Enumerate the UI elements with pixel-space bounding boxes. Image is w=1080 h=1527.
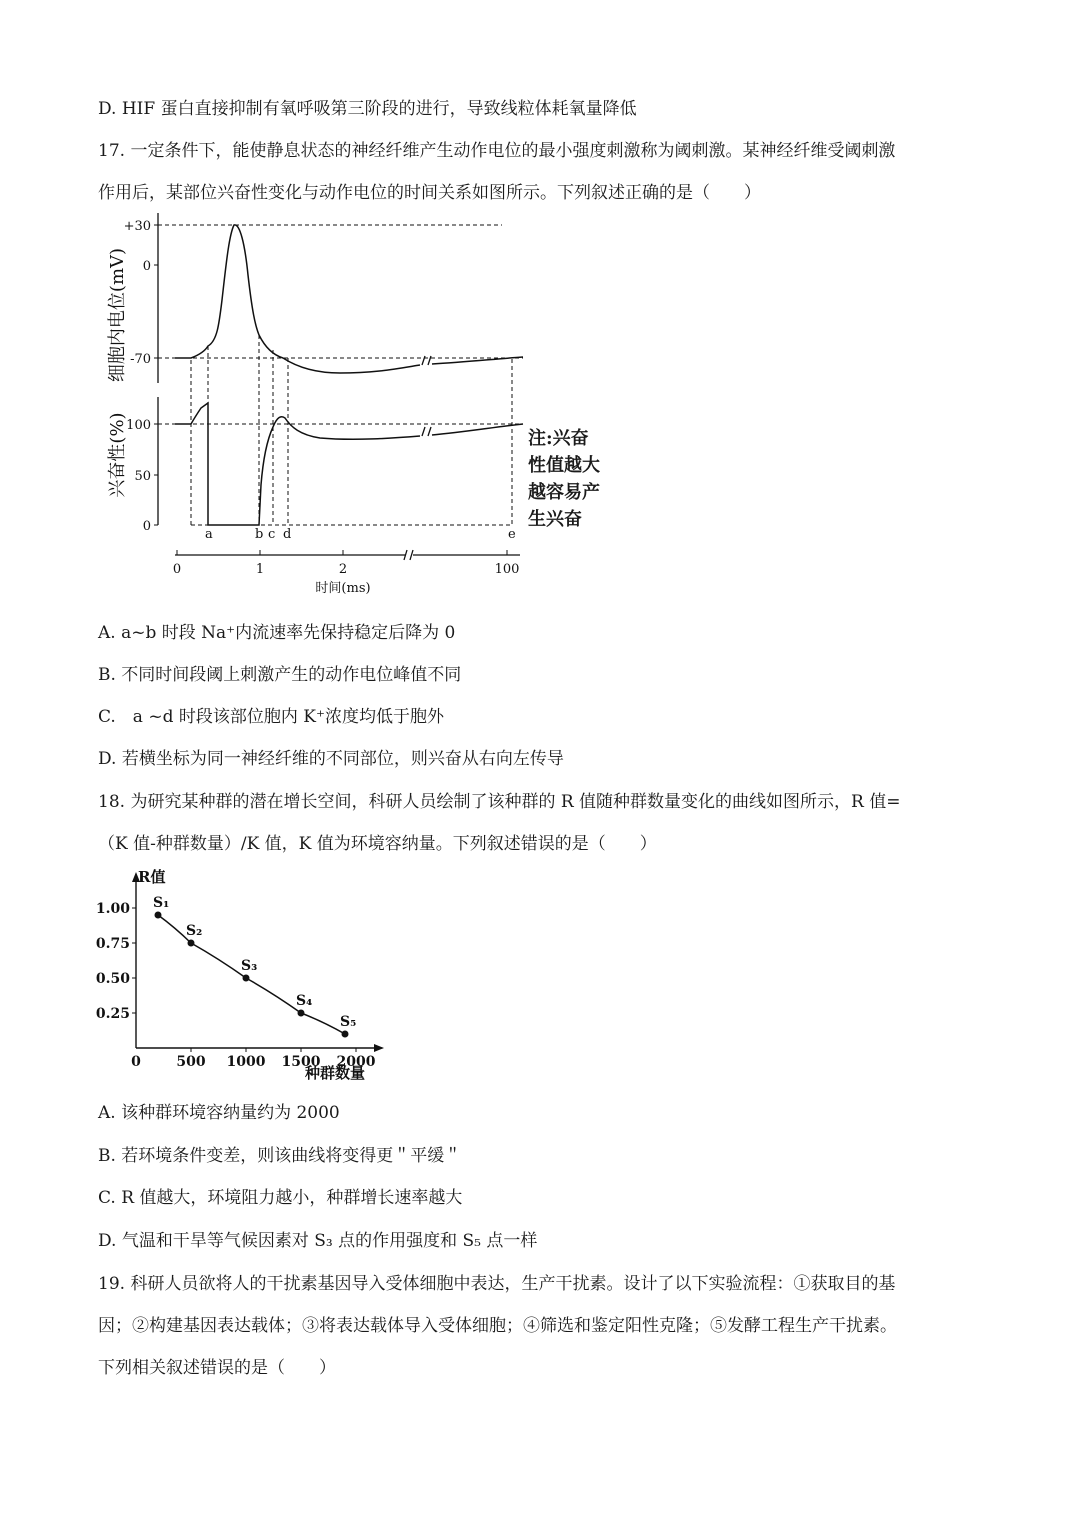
data-point-s2 <box>188 940 195 947</box>
y-tick-label: 0.75 <box>95 936 130 952</box>
bottom-tick-0: 0 <box>142 519 151 534</box>
data-point-label-s1: S₁ <box>153 895 170 911</box>
data-point-s4 <box>298 1010 305 1017</box>
point-label-d: d <box>283 527 292 542</box>
data-point-s1 <box>155 912 162 919</box>
q18-stem-line-2: （K 值-种群数量）/K 值，K 值为环境容纳量。下列叙述错误的是（ ） <box>98 834 657 854</box>
top-tick-0: 0 <box>142 259 151 274</box>
x-tick-label: 1000 <box>226 1054 266 1070</box>
membrane-potential-curve <box>175 225 420 373</box>
point-label-a: a <box>205 527 213 542</box>
bottom-ylabel: 兴奋性(%) <box>107 412 128 498</box>
q17-option-b: B. 不同时间段阈上刺激产生的动作电位峰值不同 <box>98 665 462 685</box>
q17-option-a: A. a~b 时段 Na⁺内流速率先保持稳定后降为 0 <box>98 623 456 643</box>
data-point-label-s2: S₂ <box>186 923 203 939</box>
q17-stem-line-2: 作用后，某部位兴奋性变化与动作电位的时间关系如图所示。下列叙述正确的是（ ） <box>98 183 761 203</box>
bottom-tick-50: 50 <box>134 469 151 484</box>
bottom-tick-100: 100 <box>126 418 151 433</box>
data-point-s3 <box>243 975 250 982</box>
y-tick-label: 0.50 <box>95 971 130 987</box>
q18-option-c: C. R 值越大，环境阻力越小，种群增长速率越大 <box>98 1188 463 1208</box>
note-line: 性值越大 <box>528 455 600 476</box>
point-label-e: e <box>508 527 516 542</box>
chart-xlabel: 种群数量 <box>305 1064 366 1082</box>
data-point-label-s4: S₄ <box>296 993 313 1009</box>
note-line: 生兴奋 <box>528 509 582 530</box>
excitability-curve <box>175 403 420 525</box>
figure-note <box>528 425 600 533</box>
note-line: 越容易产 <box>528 482 600 503</box>
q17-stem-line-1: 17. 一定条件下，能使静息状态的神经纤维产生动作电位的最小强度刺激称为阈刺激。某神经纤维受阈刺激 <box>98 141 896 161</box>
x-tick-label: 500 <box>176 1054 206 1070</box>
q17-option-d: D. 若横坐标为同一神经纤维的不同部位，则兴奋从右向左传导 <box>98 749 564 769</box>
action-potential-figure <box>95 205 535 600</box>
r-value-chart <box>95 858 395 1083</box>
x-tick-label: 1500 <box>281 1054 321 1070</box>
x-tick-2: 2 <box>338 562 348 577</box>
q19-stem-line-2: 因；②构建基因表达载体；③将表达载体导入受体细胞；④筛选和鉴定阳性克隆；⑤发酵工程生产干扰素。 <box>98 1316 897 1336</box>
x-tick-1: 1 <box>255 562 265 577</box>
note-line: 注:兴奋 <box>528 428 589 449</box>
top-tick-minus70: -70 <box>130 352 151 367</box>
q18-stem-line-1: 18. 为研究某种群的潜在增长空间，科研人员绘制了该种群的 R 值随种群数量变化的曲线如图所示，R 值= <box>98 792 901 812</box>
x-axis-label: 时间(ms) <box>315 581 371 596</box>
data-point-label-s3: S₃ <box>241 958 258 974</box>
point-label-c: c <box>268 527 276 542</box>
x-tick-0: 0 <box>172 562 182 577</box>
top-ylabel: 细胞内电位(mV) <box>107 247 128 383</box>
chart-ylabel: R值 <box>138 868 166 886</box>
q19-stem-line-3: 下列相关叙述错误的是（ ） <box>98 1358 336 1378</box>
y-tick-label: 0.25 <box>95 1006 130 1022</box>
q16-option-d: D. HIF 蛋白直接抑制有氧呼吸第三阶段的进行，导致线粒体耗氧量降低 <box>98 99 637 119</box>
q17-option-c: C. a ~d 时段该部位胞内 K⁺浓度均低于胞外 <box>98 707 444 727</box>
x-tick-label: 0 <box>131 1054 141 1070</box>
data-point-s5 <box>342 1031 349 1038</box>
q18-option-a: A. 该种群环境容纳量约为 2000 <box>98 1103 340 1123</box>
top-tick-plus30: +30 <box>123 219 151 234</box>
q19-stem-line-1: 19. 科研人员欲将人的干扰素基因导入受体细胞中表达，生产干扰素。设计了以下实验流程：①获取目的基 <box>98 1274 896 1294</box>
q18-option-b: B. 若环境条件变差，则该曲线将变得更＂平缓＂ <box>98 1146 462 1166</box>
x-tick-label: 2000 <box>336 1054 376 1070</box>
data-point-label-s5: S₅ <box>340 1014 357 1030</box>
point-label-b: b <box>255 527 264 542</box>
x-tick-100: 100 <box>494 562 520 577</box>
q18-option-d: D. 气温和干旱等气候因素对 S₃ 点的作用强度和 S₅ 点一样 <box>98 1231 538 1251</box>
y-tick-label: 1.00 <box>95 901 130 917</box>
